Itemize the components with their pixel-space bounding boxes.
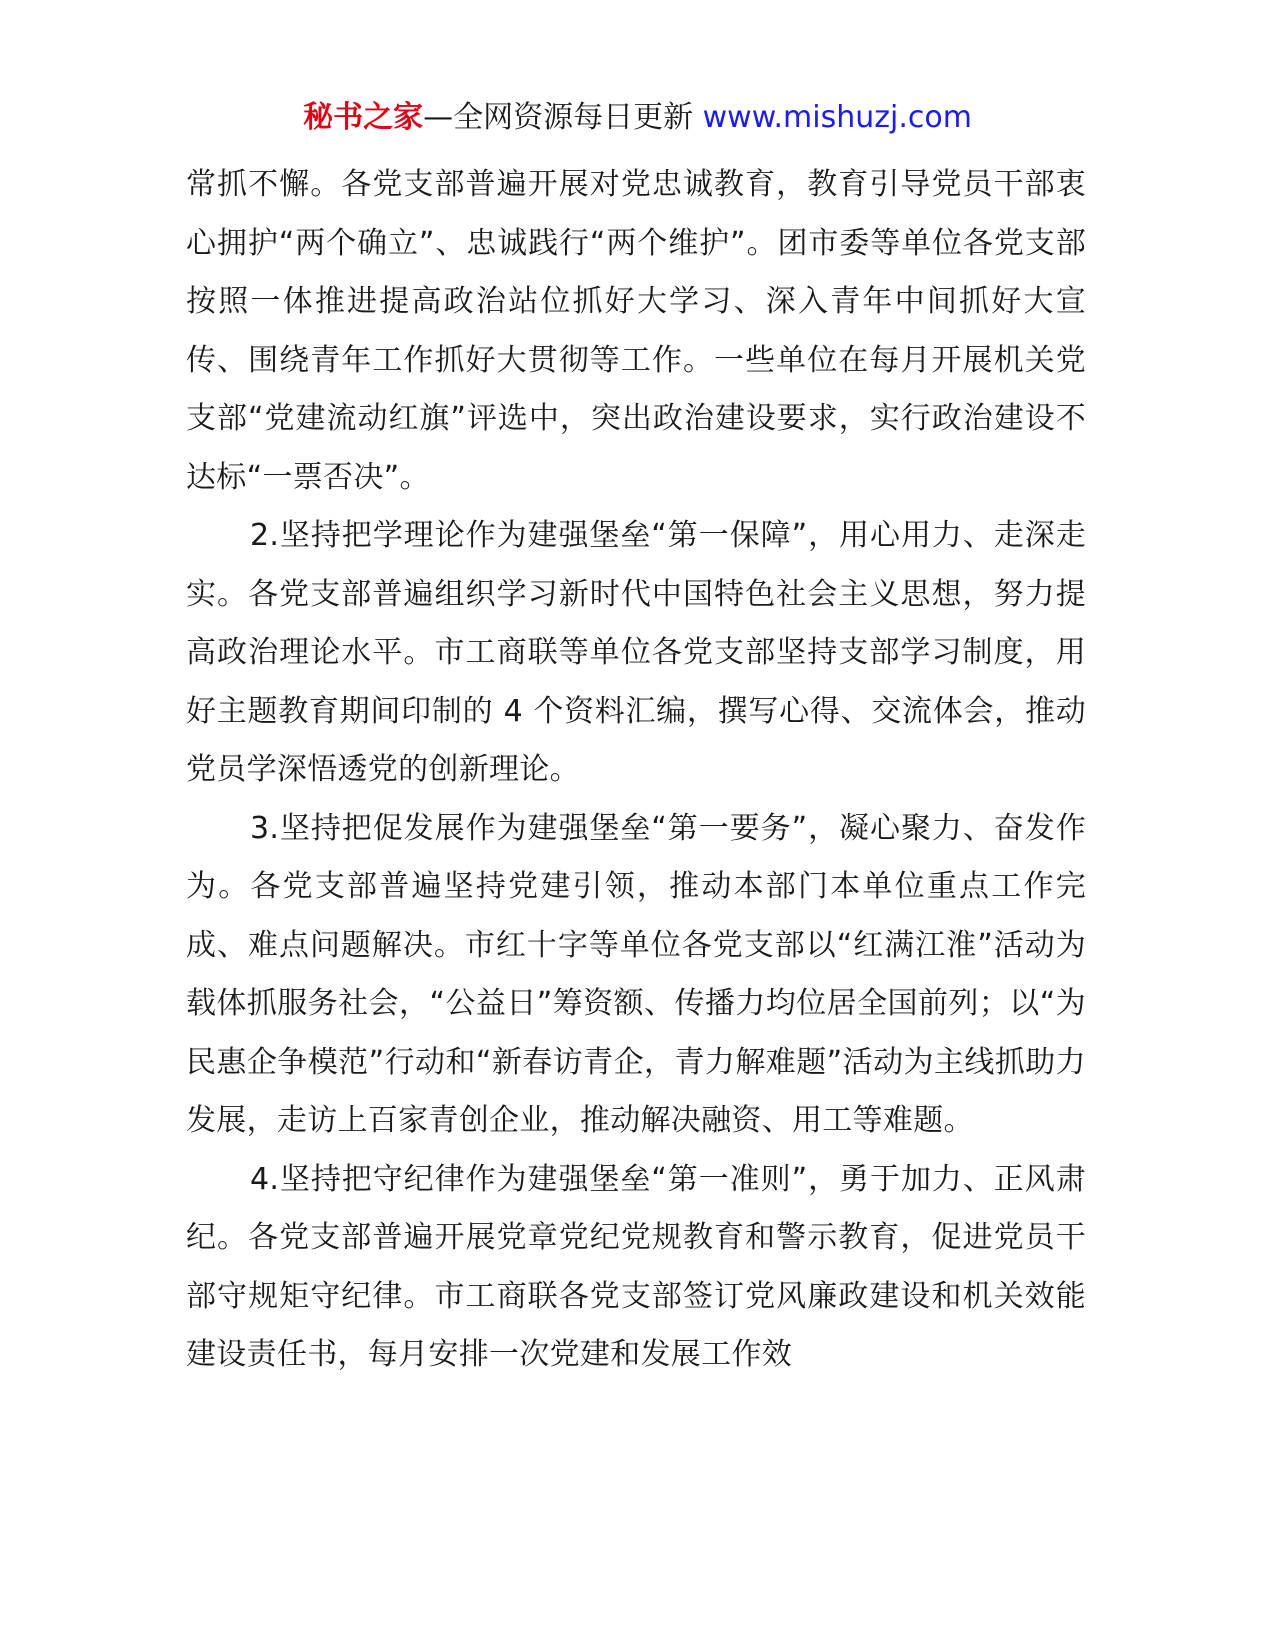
- header-brand: 秘书之家: [303, 100, 424, 135]
- page-header: [0, 98, 1275, 138]
- document-body: [186, 156, 1086, 1385]
- paragraph-2: 2.坚持把学理论作为建强堡垒“第一保障”，用心用力、走深走实。各党支部普遍组织学习新时代中国特色社会主义思想，努力提高政治理论水平。市工商联等单位各党支部坚持支部学习制度，用好主题教育期间印制的 4 个资料汇编，撰写心得、交流体会，推动党员学深悟透党的创新理论。: [186, 518, 1086, 787]
- paragraph-3: 3.坚持把促发展作为建强堡垒“第一要务”，凝心聚力、奋发作为。各党支部普遍坚持党建引领，推动本部门本单位重点工作完成、难点问题解决。市红十字等单位各党支部以“红满江淮”活动为载体抓服务社会，“公益日”筹资额、传播力均位居全国前列；以“为民惠企争模范”行动和“新春访青企，青力解难题”活动为主线抓助力发展，走访上百家青创企业，推动解决融资、用工等难题。: [186, 810, 1086, 1138]
- paragraph-4: 4.坚持把守纪律作为建强堡垒“第一准则”，勇于加力、正风肃纪。各党支部普遍开展党章党纪党规教育和警示教育，促进党员干部守规矩守纪律。市工商联各党支部签订党风廉政建设和机关效能建设责任书，每月安排一次党建和发展工作效: [186, 1161, 1086, 1372]
- paragraph-1: 常抓不懈。各党支部普遍开展对党忠诚教育，教育引导党员干部衷心拥护“两个确立”、忠诚践行“两个维护”。团市委等单位各党支部按照一体推进提高政治站位抓好大学习、深入青年中间抓好大宣传、围绕青年工作抓好大贯彻等工作。一些单位在每月开展机关党支部“党建流动红旗”评选中，突出政治建设要求，实行政治建设不达标“一票否决”。: [186, 167, 1086, 495]
- header-slogan: —全网资源每日更新: [423, 100, 703, 135]
- header-url-link[interactable]: www.mishuzj.com: [702, 100, 972, 135]
